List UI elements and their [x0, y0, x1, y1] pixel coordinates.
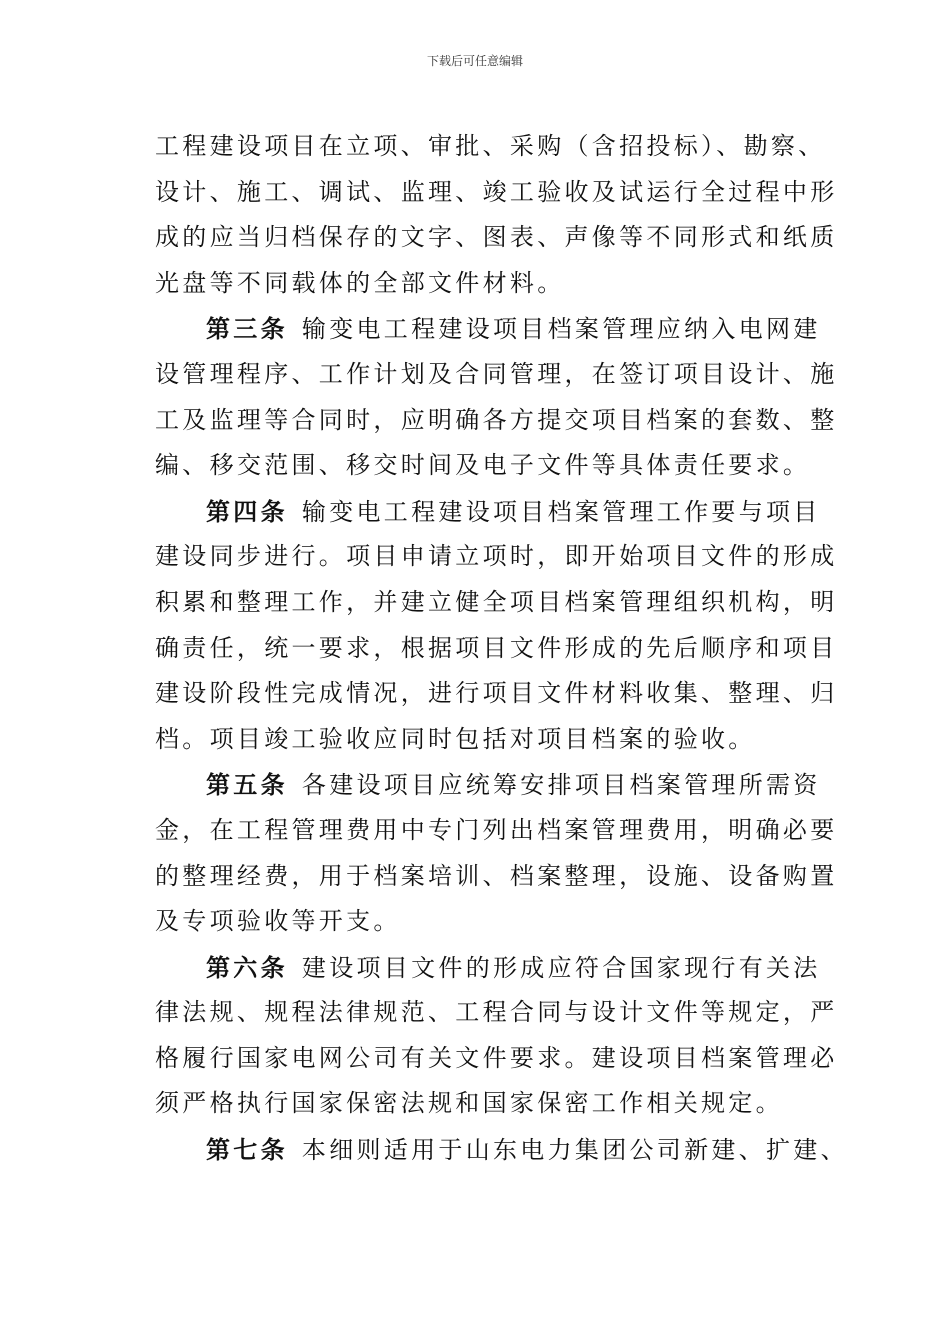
text-line-first — [155, 489, 821, 535]
text-line: 及专项验收等开支。 — [155, 907, 401, 936]
article-label: 第六条 — [206, 952, 288, 982]
text-line: 编、移交范围、移交时间及电子文件等具体责任要求。 — [155, 451, 811, 480]
text-line: 确责任，统一要求，根据项目文件形成的先后顺序和项目 — [155, 633, 838, 662]
article-text: 各建设项目应统筹安排项目档案管理所需资 — [301, 771, 821, 800]
text-line: 成的应当归档保存的文字、图表、声像等不同形式和纸质 — [155, 223, 838, 252]
article-label: 第七条 — [206, 1135, 288, 1165]
article-5 — [155, 762, 838, 944]
article-text: 输变电工程建设项目档案管理应纳入电网建 — [301, 315, 821, 344]
text-line: 金，在工程管理费用中专门列出档案管理费用，明确必要 — [155, 815, 838, 844]
text-line-first — [155, 1127, 848, 1173]
text-line: 积累和整理工作，并建立健全项目档案管理组织机构，明 — [155, 587, 838, 616]
article-label: 第五条 — [206, 770, 288, 800]
page-header: 下载后可任意编辑 — [426, 54, 523, 68]
text-line: 光盘等不同载体的全部文件材料。 — [155, 268, 565, 297]
article-6 — [155, 945, 838, 1127]
text-line-first — [155, 762, 821, 808]
article-4 — [155, 489, 838, 763]
text-line: 须严格执行国家保密法规和国家保密工作相关规定。 — [155, 1089, 783, 1118]
text-line: 律法规、规程法律规范、工程合同与设计文件等规定，严 — [155, 998, 838, 1027]
text-line: 设管理程序、工作计划及合同管理，在签订项目设计、施 — [155, 359, 838, 388]
text-line: 工及监理等合同时，应明确各方提交项目档案的套数、整 — [155, 405, 838, 434]
text-line: 格履行国家电网公司有关文件要求。建设项目档案管理必 — [155, 1043, 838, 1072]
article-text: 输变电工程建设项目档案管理工作要与项目 — [301, 497, 821, 526]
paragraph-definition — [155, 124, 838, 306]
article-label: 第三条 — [206, 314, 288, 344]
text-line-first — [155, 945, 821, 991]
text-line: 建设阶段性完成情况，进行项目文件材料收集、整理、归 — [155, 679, 838, 708]
article-text: 本细则适用于山东电力集团公司新建、扩建、 — [301, 1136, 848, 1165]
text-line: 建设同步进行。项目申请立项时，即开始项目文件的形成 — [155, 542, 838, 571]
text-line: 档。项目竣工验收应同时包括对项目档案的验收。 — [155, 724, 756, 753]
article-label: 第四条 — [206, 496, 288, 526]
article-3 — [155, 306, 838, 488]
article-7 — [155, 1127, 848, 1173]
document-body — [155, 124, 848, 1173]
article-text: 建设项目文件的形成应符合国家现行有关法 — [301, 953, 821, 982]
text-line: 设计、施工、调试、监理、竣工验收及试运行全过程中形 — [155, 177, 838, 206]
text-line: 的整理经费，用于档案培训、档案整理，设施、设备购置 — [155, 861, 838, 890]
text-line-first — [155, 306, 821, 352]
text-line: 工程建设项目在立项、审批、采购（含招投标）、勘察、 — [155, 132, 826, 160]
